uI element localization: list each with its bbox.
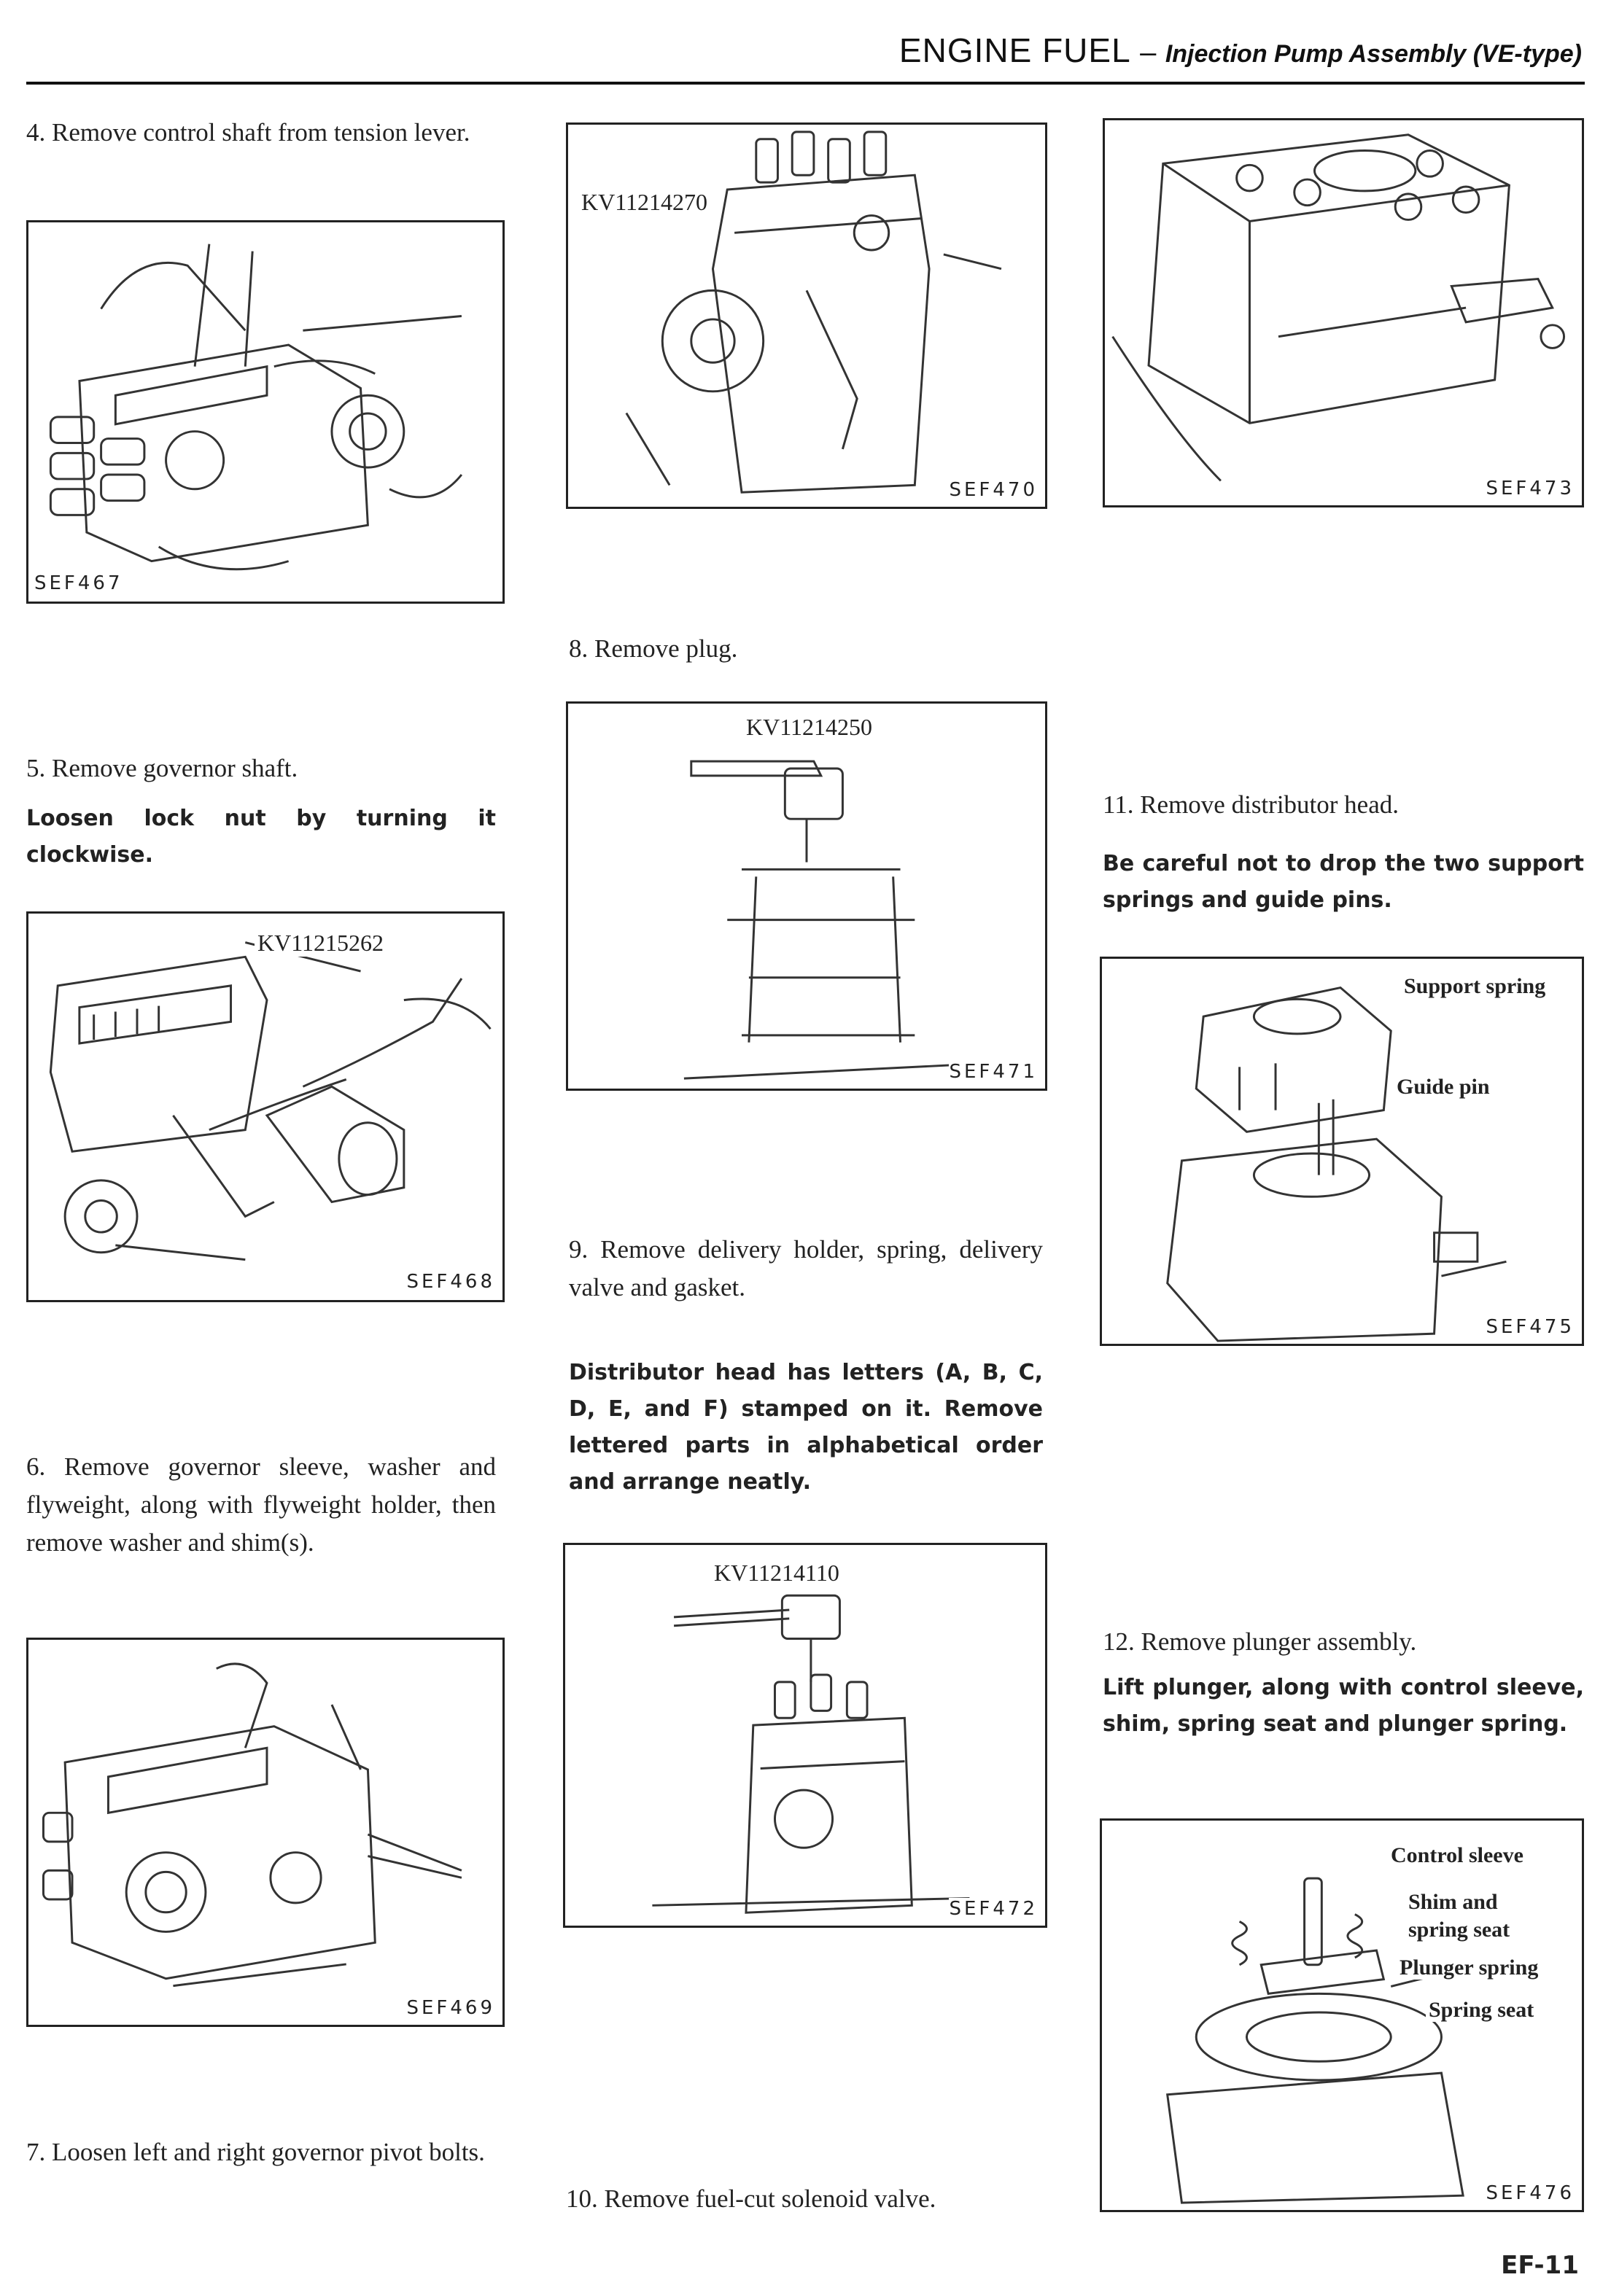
figure-sef473 <box>1103 118 1584 507</box>
figure-sef475 <box>1100 957 1584 1346</box>
callout-label: spring seat <box>1405 1918 1513 1942</box>
figure-sef471 <box>566 701 1047 1091</box>
figure-sef469 <box>26 1638 505 2027</box>
figure-sef472 <box>563 1543 1047 1928</box>
step-5-text: 5. Remove governor shaft. <box>26 754 298 782</box>
tool-number: KV11214270 <box>578 189 710 216</box>
pump-illustration-sef469 <box>28 1640 502 2025</box>
tool-number: KV11214110 <box>711 1560 842 1587</box>
distributor-head-illustration-sef475 <box>1102 959 1582 1344</box>
step-9-note: Distributor head has letters (A, B, C, D, E, and F) stamped on it. Remove lettered parts in alphabetical order and arrange neatly. <box>569 1360 1043 1495</box>
pump-illustration-sef470 <box>568 125 1045 507</box>
plug-illustration-sef471 <box>568 704 1045 1089</box>
step-9-text: 9. Remove delivery holder, spring, delivery valve and gasket. <box>569 1235 1043 1301</box>
step-4-text: 4. Remove control shaft from tension lever. <box>26 118 470 147</box>
step-8-text: 8. Remove plug. <box>569 634 738 663</box>
pump-illustration-sef468 <box>28 914 502 1300</box>
figure-sef470 <box>566 122 1047 509</box>
figure-sef476 <box>1100 1818 1584 2212</box>
pump-illustration-sef467 <box>28 222 502 602</box>
callout-label: Guide pin <box>1394 1075 1493 1099</box>
figure-code: SEF475 <box>1486 1316 1575 1338</box>
callout-label: Plunger spring <box>1397 1956 1541 1980</box>
figure-sef468 <box>26 911 505 1302</box>
pump-illustration-sef472 <box>565 1545 1045 1926</box>
tool-number: KV11214250 <box>743 714 875 741</box>
figure-code: SEF470 <box>949 479 1038 501</box>
section-title: ENGINE FUEL <box>898 31 1131 69</box>
step-6-text: 6. Remove governor sleeve, washer and flyweight, along with flyweight holder, then remove washer and shim(s). <box>26 1452 496 1557</box>
distributor-head-illustration-sef473 <box>1105 120 1582 505</box>
section-subtitle: Injection Pump Assembly (VE-type) <box>1165 40 1582 68</box>
figure-code: SEF471 <box>949 1061 1038 1083</box>
step-5-note: Loosen lock nut by turning it clockwise. <box>26 806 496 868</box>
header-rule <box>26 82 1585 85</box>
step-12-note: Lift plunger, along with control sleeve, shim, spring seat and plunger spring. <box>1103 1675 1584 1737</box>
figure-code: SEF469 <box>406 1997 495 2019</box>
callout-label: Control sleeve <box>1388 1844 1526 1867</box>
page-header <box>899 31 1582 70</box>
figure-code: SEF476 <box>1486 2182 1575 2204</box>
callout-label: Support spring <box>1401 975 1548 998</box>
tool-number: KV11215262 <box>255 930 387 957</box>
figure-code: SEF467 <box>34 572 123 594</box>
figure-sef467 <box>26 220 505 604</box>
step-10-text: 10. Remove fuel-cut solenoid valve. <box>566 2184 936 2213</box>
figure-code: SEF472 <box>949 1898 1038 1920</box>
figure-code: SEF473 <box>1486 478 1575 499</box>
page-number: EF-11 <box>1501 2251 1579 2280</box>
figure-code: SEF468 <box>406 1271 495 1293</box>
header-dash: – <box>1140 36 1157 69</box>
step-12-text: 12. Remove plunger assembly. <box>1103 1627 1417 1656</box>
step-11-text: 11. Remove distributor head. <box>1103 790 1399 819</box>
callout-label: Spring seat <box>1426 1999 1537 2022</box>
callout-label: Shim and <box>1405 1891 1501 1914</box>
step-7-text: 7. Loosen left and right governor pivot bolts. <box>26 2138 485 2166</box>
step-11-note: Be careful not to drop the two support springs and guide pins. <box>1103 851 1584 913</box>
